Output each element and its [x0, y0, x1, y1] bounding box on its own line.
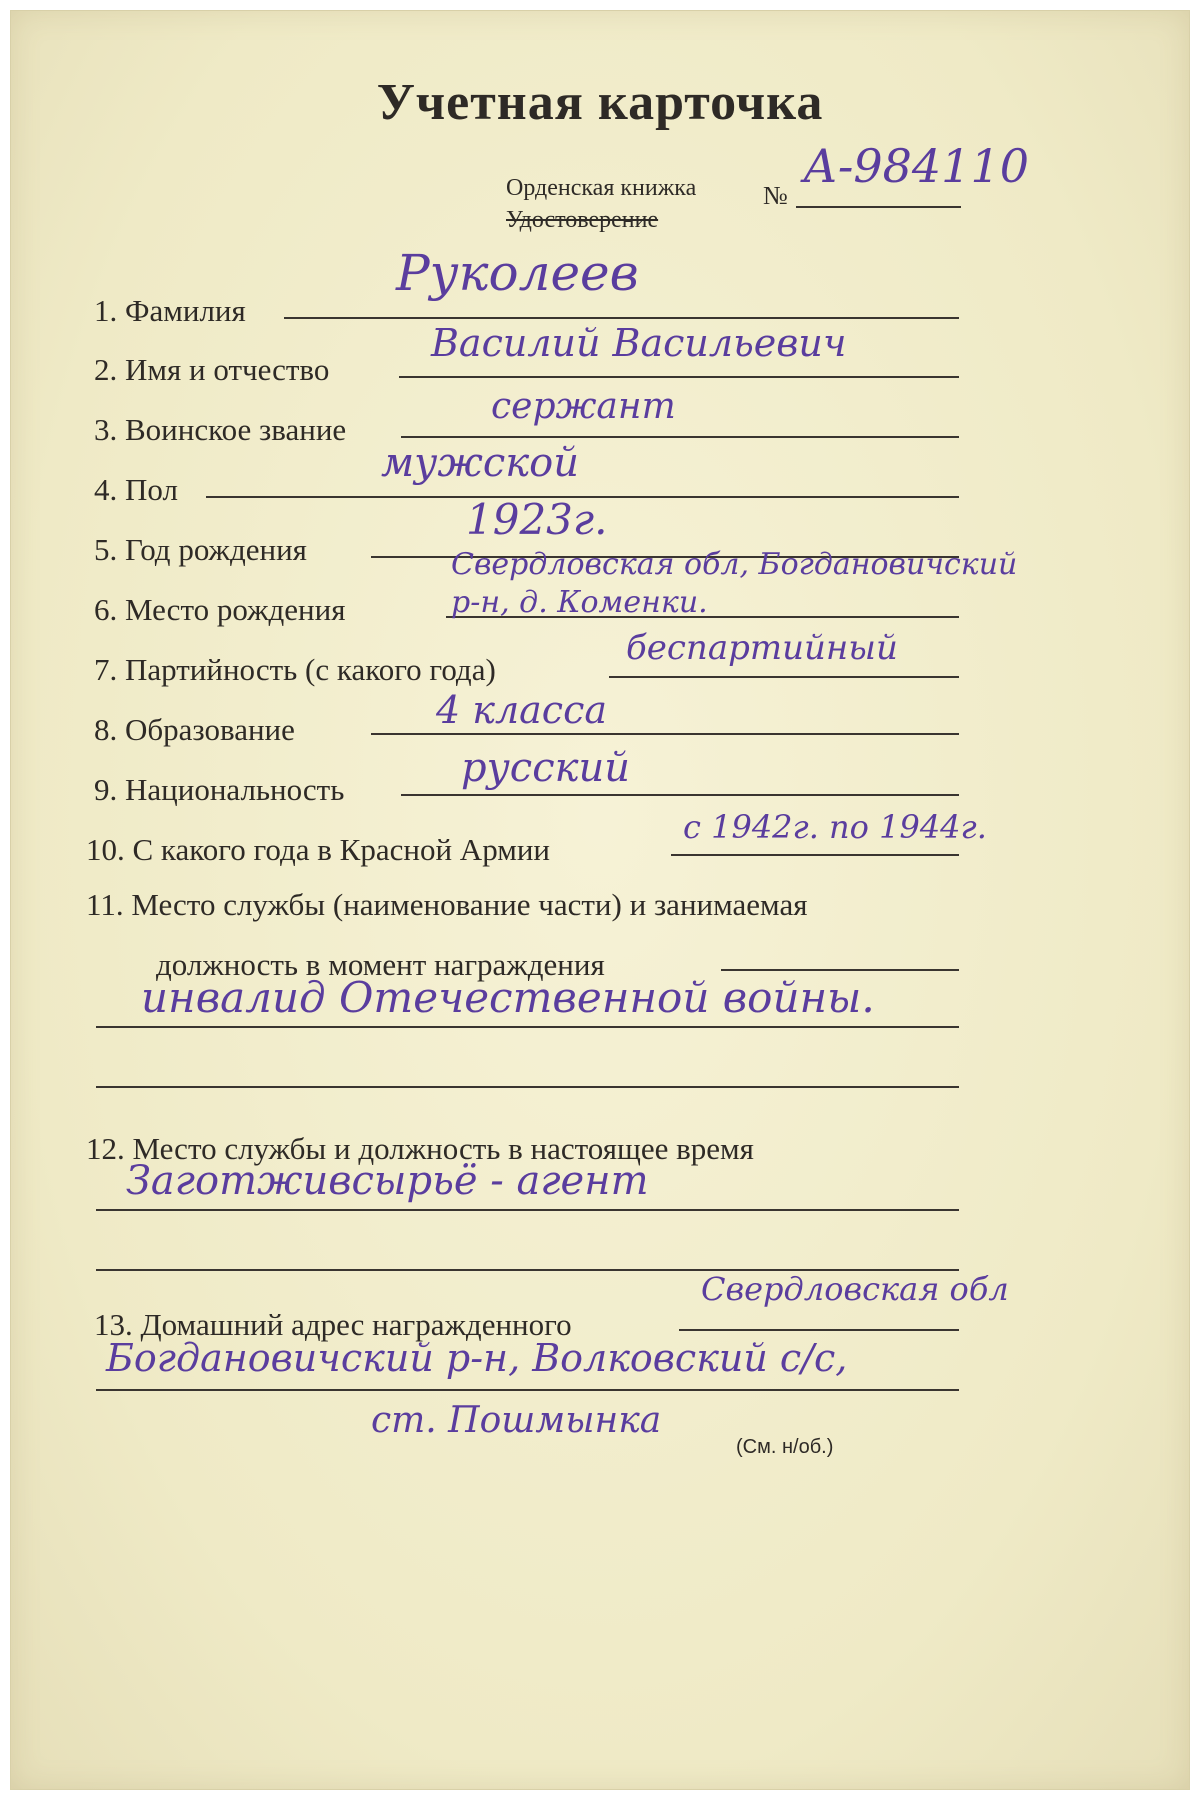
field-13-value-line1: Свердловская обл: [701, 1270, 1009, 1308]
field-4-label: 4. Пол: [94, 472, 178, 507]
number-sign: №: [763, 181, 788, 210]
footnote: (См. н/об.): [736, 1436, 834, 1458]
field-13-label: 13. Домашний адрес награжденного: [94, 1307, 572, 1342]
field-9-label: 9. Национальность: [94, 772, 345, 807]
field-13-rule-1: [679, 1329, 959, 1331]
order-book-label: Орденская книжка: [506, 175, 697, 201]
field-8-rule: [371, 733, 959, 735]
field-1-value: Руколеев: [396, 244, 639, 302]
field-11-label-line2: должность в момент награждения: [156, 947, 605, 982]
field-11-rule-3: [96, 1086, 959, 1088]
field-2-rule: [399, 376, 959, 378]
field-11-rule-2: [96, 1026, 959, 1028]
field-1-label: 1. Фамилия: [94, 293, 246, 328]
field-12-value: Заготживсырьё - агент: [126, 1158, 649, 1204]
field-1-rule: [284, 317, 959, 319]
field-9-rule: [401, 794, 959, 796]
field-3-label: 3. Воинское звание: [94, 412, 347, 447]
field-13-rule-2: [96, 1389, 959, 1391]
field-3-value: сержант: [491, 386, 676, 427]
field-11-value: инвалид Отечественной войны.: [141, 973, 875, 1022]
field-12-label: 12. Место службы и должность в настоящее время: [86, 1131, 754, 1166]
field-10-value: с 1942г. по 1944г.: [683, 808, 987, 846]
field-4-value: мужской: [381, 440, 579, 486]
field-2-value: Василий Васильевич: [431, 321, 847, 365]
field-11-label: 11. Место службы (наименование части) и занимаемая: [86, 887, 808, 922]
field-7-value: беспартийный: [626, 628, 898, 668]
field-7-label: 7. Партийность (с какого года): [94, 652, 496, 687]
field-10-label: 10. С какого года в Красной Армии: [86, 832, 551, 867]
award-record-card: [10, 10, 1190, 1790]
field-9-value: русский: [461, 745, 631, 791]
field-6-label: 6. Место рождения: [94, 592, 346, 627]
field-3-rule: [401, 436, 959, 438]
field-5-value: 1923г.: [466, 495, 608, 544]
field-8-label: 8. Образование: [94, 712, 295, 747]
field-10-rule: [671, 854, 959, 856]
field-13-value-line2: Богдановичский р-н, Волковский с/с,: [106, 1336, 848, 1380]
field-12-rule-1: [96, 1209, 959, 1211]
order-book-number: А-984110: [803, 139, 1029, 193]
field-11-rule-1: [721, 969, 959, 971]
number-rule: [796, 206, 961, 208]
field-2-label: 2. Имя и отчество: [94, 352, 330, 387]
field-6-value: Свердловская обл, Богдановичский р-н, д. Коменки.: [451, 547, 1018, 620]
card-title: Учетная карточка: [376, 74, 824, 131]
field-8-value: 4 класса: [436, 688, 608, 732]
field-13-value-line3: ст. Пошмынка: [371, 1400, 662, 1441]
field-5-label: 5. Год рождения: [94, 532, 307, 567]
field-7-rule: [609, 676, 959, 678]
certificate-label: Удостоверение: [506, 207, 659, 233]
